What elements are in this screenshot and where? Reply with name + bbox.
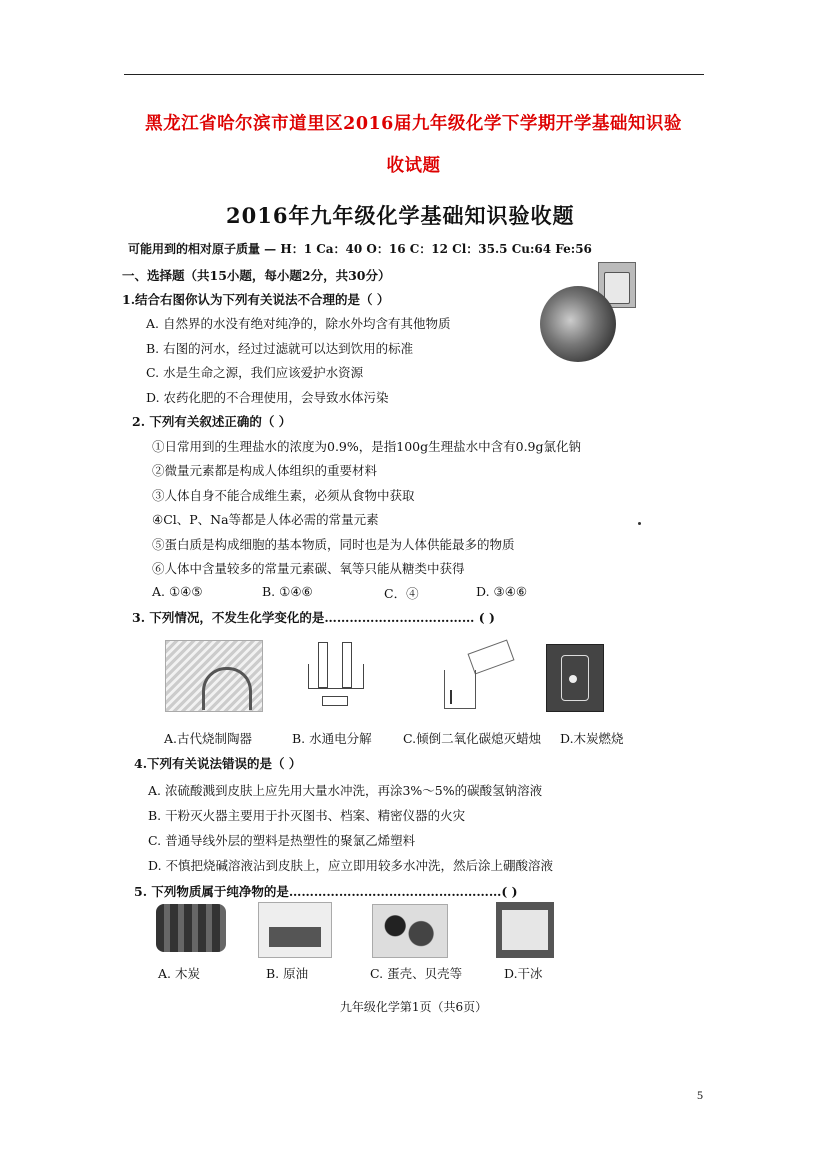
atomic-mass-line: 可能用到的相对原子质量 — H：1 Ca：40 O：16 C：12 Cl：35.5 Cu:64 Fe:56 (128, 242, 592, 256)
river-water-image (540, 262, 640, 362)
question-5-option-a: A. 木炭 (158, 966, 200, 981)
question-2-statement-4: ④Cl、P、Na等都是人体必需的常量元素 (152, 512, 379, 527)
electrolysis-apparatus-image (302, 636, 368, 712)
question-1-option-b: B. 右图的河水，经过过滤就可以达到饮用的标准 (146, 341, 414, 356)
question-4-option-a: A. 浓硫酸溅到皮肤上应先用大量水冲洗，再涂3%～5%的碳酸氢钠溶液 (148, 783, 543, 798)
page-number: 5 (697, 1088, 703, 1102)
question-5-stem: 5. 下列物质属于纯净物的是……………………………………………( ) (134, 884, 518, 899)
question-2-option-a: A. ①④⑤ (152, 584, 203, 599)
pouring-co2-image (440, 640, 520, 710)
exam-title: 2016年九年级化学基础知识验收题 (226, 203, 575, 228)
question-1-option-a: A. 自然界的水没有绝对纯净的，除水外均含有其他物质 (146, 316, 451, 331)
question-2-statement-5: ⑤蛋白质是构成细胞的基本物质，同时也是为人体供能最多的物质 (152, 537, 515, 552)
pottery-kiln-image (165, 640, 263, 712)
question-5-option-d: D.干冰 (504, 966, 543, 981)
header-rule (124, 74, 704, 75)
question-1-option-d: D. 农药化肥的不合理使用，会导致水体污染 (146, 390, 389, 405)
question-3-stem: 3. 下列情况，不发生化学变化的是……………………………… ( ) (132, 610, 495, 625)
question-4-option-c: C. 普通导线外层的塑料是热塑性的聚氯乙烯塑料 (148, 833, 416, 848)
document-title-line1: 黑龙江省哈尔滨市道里区2016届九年级化学下学期开学基础知识验 (145, 114, 682, 134)
section-heading: 一、选择题（共15小题，每小题2分，共30分） (122, 268, 391, 283)
question-4-option-d: D. 不慎把烧碱溶液沾到皮肤上，应立即用较多水冲洗，然后涂上硼酸溶液 (148, 858, 554, 873)
question-3-option-d: D.木炭燃烧 (560, 731, 624, 746)
question-2-statement-6: ⑥人体中含量较多的常量元素碳、氧等只能从糖类中获得 (152, 561, 465, 576)
question-4-option-b: B. 干粉灭火器主要用于扑灭图书、档案、精密仪器的火灾 (148, 808, 466, 823)
question-1-stem: 1.结合右图你认为下列有关说法不合理的是（ ） (122, 292, 390, 307)
question-2-stem: 2. 下列有关叙述正确的（ ） (132, 414, 292, 429)
question-2-statement-2: ②微量元素都是构成人体组织的重要材料 (152, 463, 378, 478)
charcoal-image (156, 904, 226, 952)
question-2-statement-1: ①日常用到的生理盐水的浓度为0.9%，是指100g生理盐水中含有0.9g氯化钠 (152, 439, 581, 454)
question-3-option-c: C.倾倒二氧化碳熄灭蜡烛 (403, 731, 542, 746)
question-3-option-b: B. 水通电分解 (292, 731, 372, 746)
question-2-option-c: C．④ (384, 586, 419, 601)
crude-oil-image (258, 902, 332, 958)
question-2-statement-3: ③人体自身不能合成维生素，必须从食物中获取 (152, 488, 415, 503)
question-2-option-d: D. ③④⑥ (476, 584, 528, 599)
question-5-option-c: C. 蛋壳、贝壳等 (370, 966, 463, 981)
exam-page-footer: 九年级化学第1页（共6页） (339, 1000, 488, 1014)
question-1-option-c: C. 水是生命之源，我们应该爱护水资源 (146, 365, 364, 380)
question-2-option-b: B. ①④⑥ (262, 584, 313, 599)
question-4-stem: 4.下列有关说法错误的是（ ） (134, 756, 302, 771)
dry-ice-image (496, 902, 554, 958)
question-5-option-b: B. 原油 (266, 966, 309, 981)
document-title-line2: 收试题 (386, 156, 441, 176)
question-3-option-a: A.古代烧制陶器 (164, 731, 253, 746)
charcoal-burning-image (546, 644, 604, 712)
scan-speck (638, 522, 641, 525)
eggshell-shell-image (372, 904, 448, 958)
